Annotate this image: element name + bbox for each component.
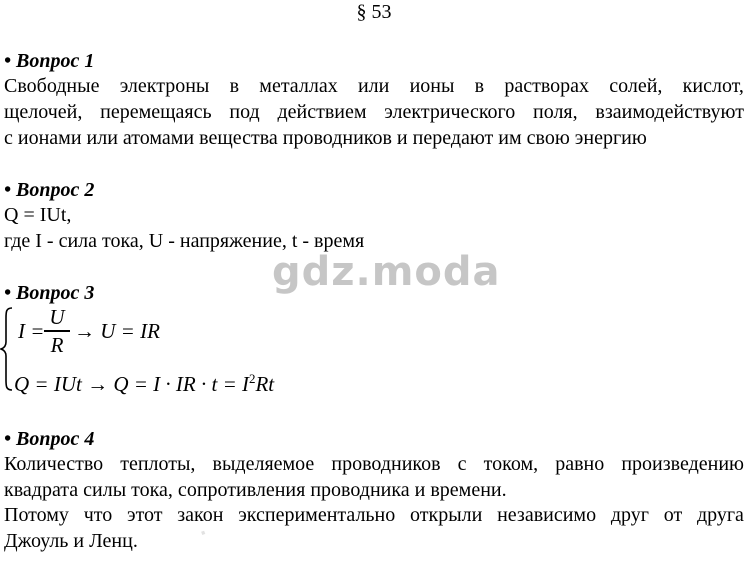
question-1-line-3: с ионами или атомами вещества проводников и передают им свою энергию [4,127,647,149]
word: солей, [609,75,663,97]
word: от [663,504,683,526]
word: что [83,504,113,526]
word: Количество [4,453,104,475]
word: выделяемое [212,453,315,475]
word: независимо [497,504,597,526]
word: экспериментально [238,504,396,526]
word: электроны [119,75,210,97]
question-1-heading: • Вопрос 1 [4,50,95,72]
word: проводников [331,453,441,475]
question-2-heading: • Вопрос 2 [4,179,95,201]
watermark-logo: gdz.moda [272,249,501,295]
question-4-line-3 [4,503,744,527]
question-3-heading: • Вопрос 3 [4,282,95,304]
equation-1-fraction [44,306,70,356]
equation-1-left: I = [18,319,45,343]
watermark-faint-1: · [196,522,211,545]
word: друга [696,504,744,526]
word: Свободные [4,75,100,97]
equation-2-end: Rt [255,372,275,396]
word: током, [483,453,539,475]
equation-1-right-text: → U = IR [74,319,160,343]
section-title: § 53 [356,1,392,23]
word: Потому [4,504,69,526]
word: ионы [409,75,455,97]
word: под [229,101,260,123]
question-2-explanation: где I - сила тока, U - напряжение, t - время [4,230,365,252]
word: перемещаясь [100,101,212,123]
word: теплоты, [120,453,196,475]
question-4-heading: • Вопрос 4 [4,428,95,450]
word: взаимодействуют [595,101,744,123]
word: с [457,453,467,475]
word: равно [555,453,605,475]
equation-1-right [74,319,160,343]
question-4-line-4: Джоуль и Ленц. [4,530,138,552]
question-4-line-2: квадрата силы тока, сопротивления проводника и времени. [4,479,507,501]
word: в [474,75,485,97]
word: закон [177,504,224,526]
word: произведению [621,453,744,475]
fraction-denominator: R [50,332,64,357]
word: растворах [504,75,590,97]
word: щелочей, [4,101,83,123]
word: электрического [384,101,516,123]
word: металлах [259,75,338,97]
word: в [229,75,240,97]
fraction-numerator: U [49,305,65,329]
question-4-line-1 [4,452,744,476]
question-1-line-1 [4,74,744,98]
equation-2 [14,367,274,396]
word: поля, [533,101,578,123]
equation-2-exponent: 2 [248,371,256,386]
fraction-bar [44,330,70,332]
word: открыли [410,504,483,526]
question-2-formula: Q = IUt, [4,204,72,226]
word: этот [126,504,163,526]
word: кислот, [682,75,744,97]
system-brace [0,306,14,392]
question-1-line-2 [4,100,744,124]
word: друг [610,504,649,526]
word: или [357,75,390,97]
word: действием [277,101,367,123]
equation-2-text: Q = IUt → Q = I · IR · t = I [14,372,249,396]
